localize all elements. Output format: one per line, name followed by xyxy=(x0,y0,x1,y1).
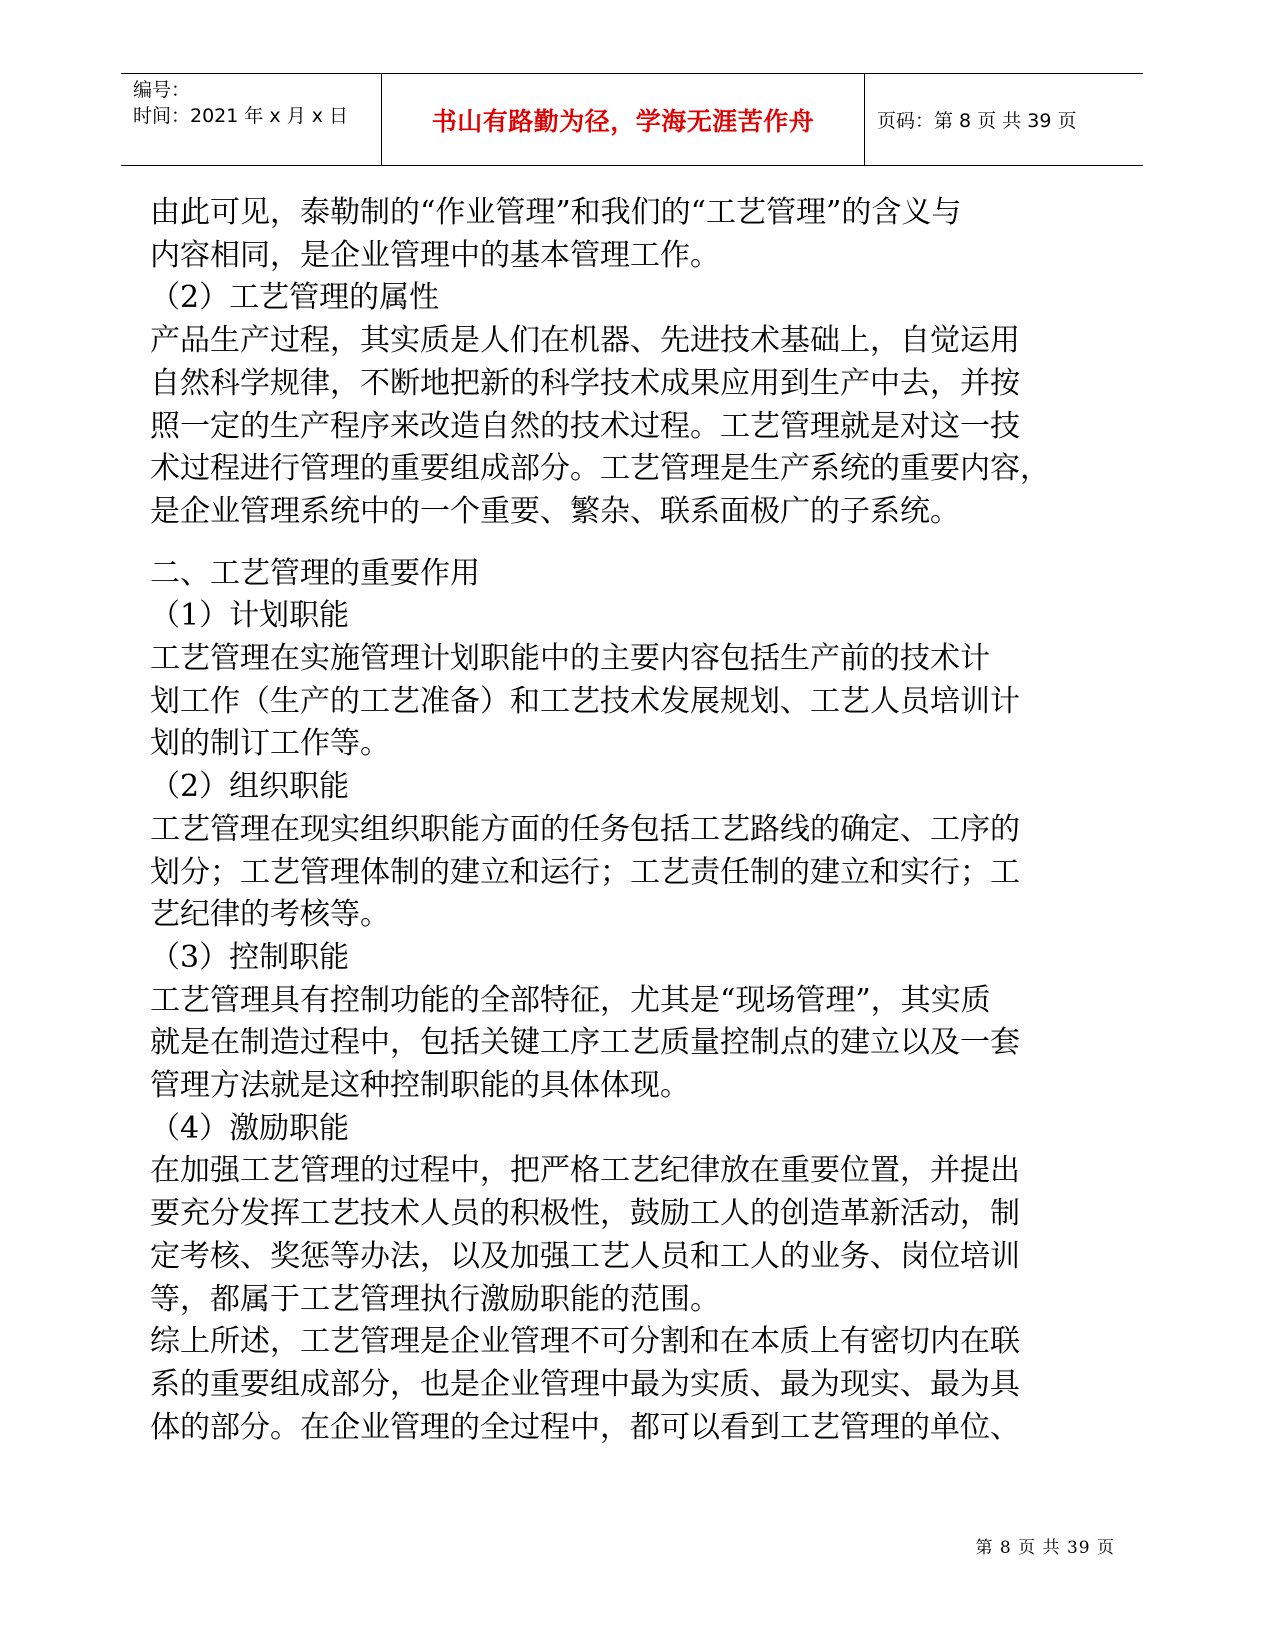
document-body xyxy=(150,192,1135,1449)
body-line: 体的部分。在企业管理的全过程中，都可以看到工艺管理的单位、 xyxy=(150,1409,1020,1445)
section-heading: （2）组织职能 xyxy=(150,769,350,805)
body-line: 内容相同，是企业管理中的基本管理工作。 xyxy=(150,237,720,273)
body-line: 由此可见，泰勒制的“作业管理”和我们的“工艺管理”的含义与 xyxy=(150,195,962,230)
header-page-cell xyxy=(865,74,1143,165)
body-line: 要充分发挥工艺技术人员的积极性，鼓励工人的创造革新活动，制 xyxy=(150,1196,1020,1232)
body-line: 综上所述，工艺管理是企业管理不可分割和在本质上有密切内在联 xyxy=(150,1324,1020,1360)
time-label: 时间：2021 年 x 月 x 日 xyxy=(133,105,349,127)
body-line: 工艺管理具有控制功能的全部特征，尤其是“现场管理”，其实质 xyxy=(150,982,991,1018)
motto-text: 书山有路勤为径，学海无涯苦作舟 xyxy=(431,106,815,136)
section-heading: （3）控制职能 xyxy=(150,939,350,975)
body-line: 照一定的生产程序来改造自然的技术过程。工艺管理就是对这一技 xyxy=(150,408,1020,444)
body-line: 划工作（生产的工艺准备）和工艺技术发展规划、工艺人员培训计 xyxy=(150,683,1020,719)
header-motto-cell xyxy=(382,74,865,165)
number-label: 编号： xyxy=(133,79,191,101)
header-meta-cell xyxy=(121,74,382,165)
section-heading: （2）工艺管理的属性 xyxy=(150,280,440,316)
body-line: 就是在制造过程中，包括关键工序工艺质量控制点的建立以及一套 xyxy=(150,1025,1020,1061)
body-line: 在加强工艺管理的过程中，把严格工艺纪律放在重要位置，并提出 xyxy=(150,1153,1020,1189)
section-heading: （1）计划职能 xyxy=(150,598,350,634)
body-line: 工艺管理在实施管理计划职能中的主要内容包括生产前的技术计 xyxy=(150,641,990,677)
page-footer: 第 8 页 共 39 页 xyxy=(975,1538,1115,1558)
document-header xyxy=(121,73,1143,166)
section-heading: 二、工艺管理的重要作用 xyxy=(150,555,480,591)
body-line: 管理方法就是这种控制职能的具体体现。 xyxy=(150,1068,690,1104)
body-line: 产品生产过程，其实质是人们在机器、先进技术基础上，自觉运用 xyxy=(150,323,1020,359)
body-line: 划的制订工作等。 xyxy=(150,726,390,762)
body-line: 划分；工艺管理体制的建立和运行；工艺责任制的建立和实行；工 xyxy=(150,854,1020,890)
paragraph-gap xyxy=(150,534,1135,553)
body-line: 自然科学规律，不断地把新的科学技术成果应用到生产中去，并按 xyxy=(150,365,1020,401)
body-line: 工艺管理在现实组织职能方面的任务包括工艺路线的确定、工序的 xyxy=(150,811,1020,847)
body-line: 术过程进行管理的重要组成部分。工艺管理是生产系统的重要内容， xyxy=(150,451,1050,487)
body-line: 是企业管理系统中的一个重要、繁杂、联系面极广的子系统。 xyxy=(150,493,960,529)
section-heading: （4）激励职能 xyxy=(150,1110,350,1146)
body-line: 系的重要组成部分，也是企业管理中最为实质、最为现实、最为具 xyxy=(150,1366,1020,1402)
header-page-code: 页码：第 8 页 共 39 页 xyxy=(877,110,1077,132)
body-line: 等，都属于工艺管理执行激励职能的范围。 xyxy=(150,1281,720,1317)
body-line: 艺纪律的考核等。 xyxy=(150,897,390,933)
body-line: 定考核、奖惩等办法，以及加强工艺人员和工人的业务、岗位培训 xyxy=(150,1238,1020,1274)
